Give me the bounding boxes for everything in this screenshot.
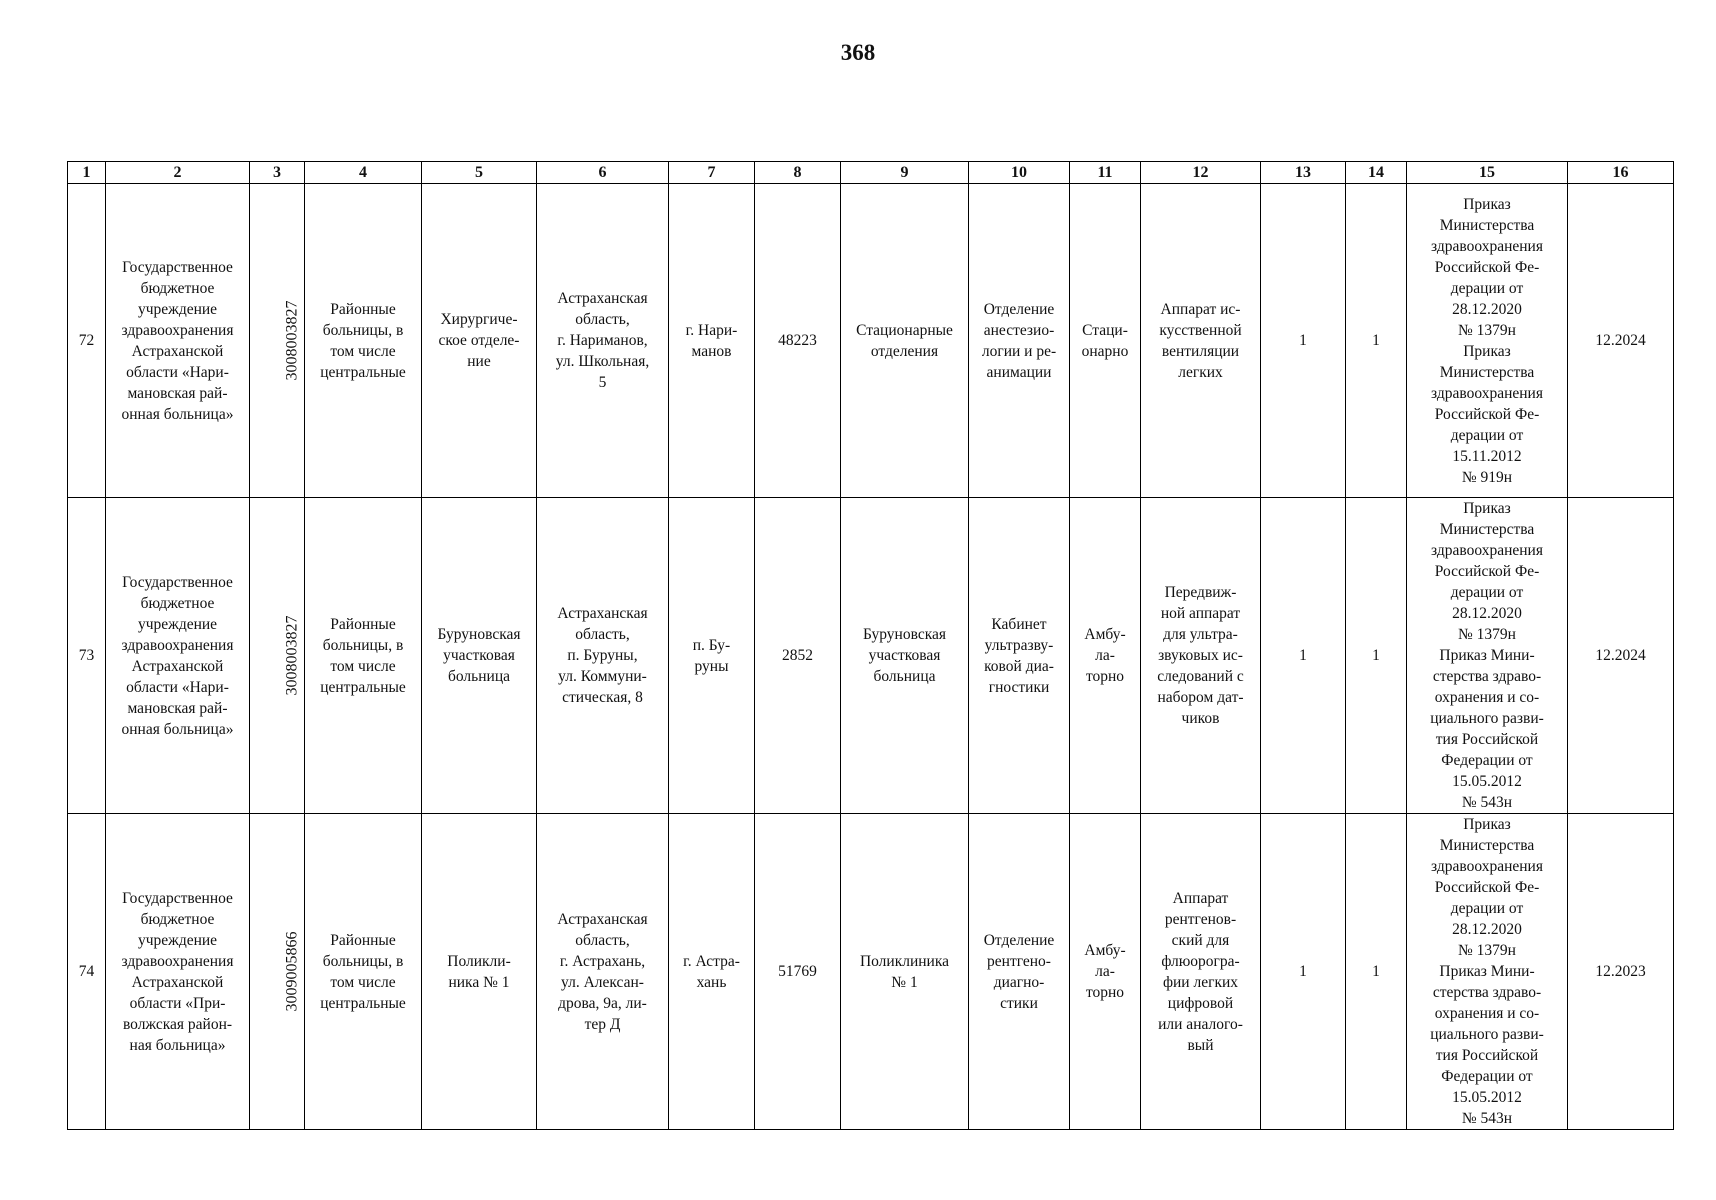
equipment-name: Аппарат ис- кусственной вентиляции легких [1141, 184, 1261, 498]
inn-cell [250, 814, 305, 1130]
quantity: 1 [1261, 184, 1346, 498]
quantity-total: 1 [1346, 184, 1407, 498]
organization-name: Государственное бюджетное учреждение здравоохранения Астраханской области «При- волжская район- ная больница» [106, 814, 250, 1130]
address: Астраханская область, п. Буруны, ул. Коммуни- стическая, 8 [537, 498, 669, 814]
deadline: 12.2024 [1568, 184, 1674, 498]
subdivision: Стационарные отделения [841, 184, 969, 498]
table-row [68, 498, 1674, 814]
organization-type: Районные больницы, в том числе центральные [305, 814, 422, 1130]
table-row [68, 184, 1674, 498]
column-number: 9 [841, 162, 969, 184]
population: 51769 [755, 814, 841, 1130]
inn-cell [250, 184, 305, 498]
department: Отделение анестезио- логии и ре- анимации [969, 184, 1070, 498]
unit-name: Поликли- ника № 1 [422, 814, 537, 1130]
inn-code: 3008003827 [283, 615, 301, 696]
address: Астраханская область, г. Астрахань, ул. Алексан- дрова, 9а, ли- тер Д [537, 814, 669, 1130]
organization-type: Районные больницы, в том числе центральные [305, 498, 422, 814]
locality: г. Астра- хань [669, 814, 755, 1130]
column-number: 4 [305, 162, 422, 184]
subdivision: Буруновская участковая больница [841, 498, 969, 814]
equipment-table [67, 161, 1674, 1130]
equipment-name: Аппарат рентгенов- ский для флюорогра- фии легких цифровой или аналого- вый [1141, 814, 1261, 1130]
deadline: 12.2024 [1568, 498, 1674, 814]
column-number: 13 [1261, 162, 1346, 184]
care-condition: Амбу- ла- торно [1070, 498, 1141, 814]
inn-code: 3008003827 [283, 300, 301, 381]
legal-basis: Приказ Министерства здравоохранения Российской Фе- дерации от 28.12.2020 № 1379н Приказ Министерства здравоохранения Российской Фе- дерации от 15.11.2012 № 919н [1407, 184, 1568, 498]
address: Астраханская область, г. Нариманов, ул. Школьная, 5 [537, 184, 669, 498]
column-number-row [68, 162, 1674, 184]
equipment-name: Передвиж- ной аппарат для ультра- звуковых ис- следований с набором дат- чиков [1141, 498, 1261, 814]
column-number: 10 [969, 162, 1070, 184]
organization-name: Государственное бюджетное учреждение здравоохранения Астраханской области «Нари- мановская рай- онная больница» [106, 184, 250, 498]
page-number: 368 [840, 40, 876, 65]
column-number: 14 [1346, 162, 1407, 184]
column-number: 1 [68, 162, 106, 184]
column-number: 11 [1070, 162, 1141, 184]
inn-cell [250, 498, 305, 814]
unit-name: Буруновская участковая больница [422, 498, 537, 814]
locality: п. Бу- руны [669, 498, 755, 814]
organization-name: Государственное бюджетное учреждение здравоохранения Астраханской области «Нари- мановская рай- онная больница» [106, 498, 250, 814]
care-condition: Стаци- онарно [1070, 184, 1141, 498]
population: 48223 [755, 184, 841, 498]
column-number: 16 [1568, 162, 1674, 184]
row-number: 74 [68, 814, 106, 1130]
column-number: 12 [1141, 162, 1261, 184]
care-condition: Амбу- ла- торно [1070, 814, 1141, 1130]
organization-type: Районные больницы, в том числе центральные [305, 184, 422, 498]
row-number: 73 [68, 498, 106, 814]
legal-basis: Приказ Министерства здравоохранения Российской Фе- дерации от 28.12.2020 № 1379н Приказ Мини- стерства здраво- охранения и со- циального разви- тия Российской Федерации от 15.05.2012 № 543н [1407, 814, 1568, 1130]
population: 2852 [755, 498, 841, 814]
column-number: 2 [106, 162, 250, 184]
quantity: 1 [1261, 498, 1346, 814]
quantity-total: 1 [1346, 814, 1407, 1130]
column-number: 7 [669, 162, 755, 184]
row-number: 72 [68, 184, 106, 498]
department: Отделение рентгено- диагно- стики [969, 814, 1070, 1130]
column-number: 5 [422, 162, 537, 184]
locality: г. Нари- манов [669, 184, 755, 498]
column-number: 6 [537, 162, 669, 184]
column-number: 15 [1407, 162, 1568, 184]
column-number: 8 [755, 162, 841, 184]
column-number: 3 [250, 162, 305, 184]
table-row [68, 814, 1674, 1130]
legal-basis: Приказ Министерства здравоохранения Российской Фе- дерации от 28.12.2020 № 1379н Приказ Мини- стерства здраво- охранения и со- циального разви- тия Российской Федерации от 15.05.2012 № 543н [1407, 498, 1568, 814]
deadline: 12.2023 [1568, 814, 1674, 1130]
department: Кабинет ультразву- ковой диа- гностики [969, 498, 1070, 814]
quantity: 1 [1261, 814, 1346, 1130]
subdivision: Поликлиника № 1 [841, 814, 969, 1130]
inn-code: 3009005866 [283, 931, 301, 1012]
unit-name: Хирургиче- ское отделе- ние [422, 184, 537, 498]
quantity-total: 1 [1346, 498, 1407, 814]
